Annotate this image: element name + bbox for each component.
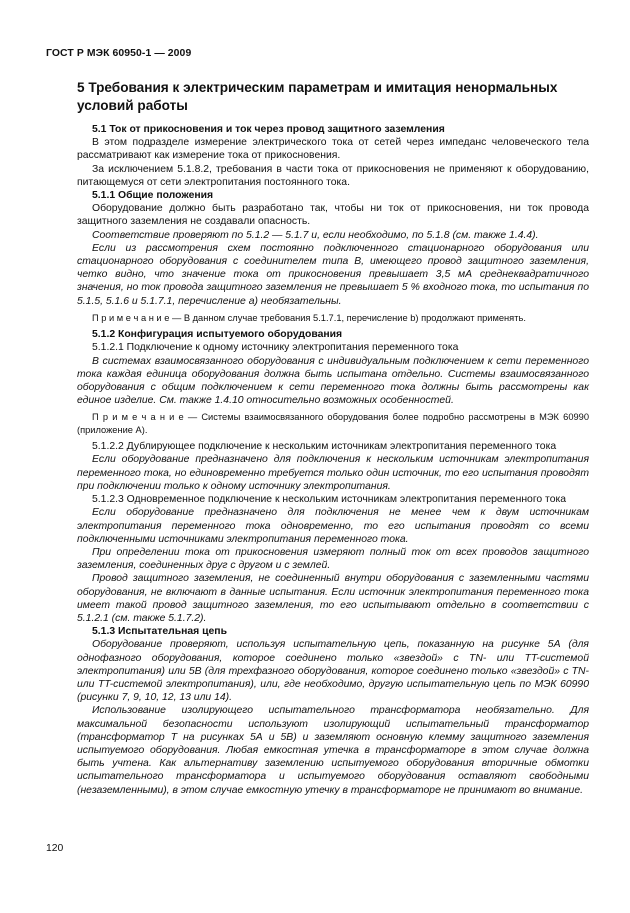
document-header: ГОСТ Р МЭК 60950-1 — 2009 — [46, 48, 192, 59]
note-label: П р и м е ч а н и е — — [92, 312, 182, 323]
heading-5-1: 5.1 Ток от прикосновения и ток через провод защитного заземления — [92, 124, 445, 135]
paragraph-compliance: Если оборудование предназначено для подключения к нескольким источникам электропитания переменного тока, но единовременно требуется только один источник, то его испытания проводят при подключении только к одному источнику электропитания. — [77, 454, 589, 492]
document-body — [77, 123, 589, 797]
subheading-5-1-2-3: 5.1.2.3 Одновременное подключение к нескольким источникам электропитания переменного тока — [92, 494, 567, 506]
heading-5-1-3: 5.1.3 Испытательная цепь — [92, 626, 227, 638]
paragraph-compliance: Оборудование проверяют, используя испытательную цепь, показанную на рисунке 5А (для однофазного оборудования, которое соединено только «звездой» с TN- или TT-системой электропитания) или 5В (для трехфазного оборудования, которое соединено только «звездой» с TN- или TT-системой электропитания), или, где необходимо, другую испытательную цепь по МЭК 60990 (рисунки 7, 9, 10, 12, 13 или 14). — [77, 639, 589, 704]
section-title: 5 Требования к электрическим параметрам и имитация ненормальных условий работы — [77, 80, 558, 113]
heading-5-1-1: 5.1.1 Общие положения — [92, 190, 214, 202]
paragraph-compliance: При определении тока от прикосновения измеряют полный ток от всех проводов защитного заземления, соединенных друг с другом и с землей. — [77, 546, 589, 572]
paragraph-compliance: Соответствие проверяют по 5.1.2 — 5.1.7 и, если необходимо, по 5.1.8 (см. также 1.4.4). — [92, 229, 539, 241]
heading-5-1-2: 5.1.2 Конфигурация испытуемого оборудования — [92, 329, 343, 341]
paragraph-compliance: Если из рассмотрения схем постоянно подключенного стационарного оборудования или стационарного оборудования с соединителем типа В, имеющего провод защитного заземления, четко видно, что значение тока от прикосновения превышает 3,5 мА среднеквадратичного значения, но ток провода защитного заземления не превышает 5 % входного тока, то испытания по 5.1.5, 5.1.6 и 5.1.7.1, перечисление а) необязательны. — [77, 242, 589, 307]
note-text: В данном случае требования 5.1.7.1, перечисление b) продолжают применять. — [181, 312, 526, 323]
paragraph-compliance: В системах взаимосвязанного оборудования с индивидуальным подключением к сети переменного тока каждая единица оборудования должна быть испытана отдельно. Системы взаимосвязанного оборудования с общим подключением к сети переменного тока должны быть рассмотрены как единое изделие. См. также 1.4.10 относительно возможных особенностей. — [77, 355, 589, 407]
note-text: Системы взаимосвязанного оборудования более подробно рассмотрены в МЭК 60990 (приложение А). — [77, 412, 590, 435]
note — [77, 411, 589, 436]
note-label: П р и м е ч а н и е — — [92, 412, 198, 423]
page-number: 120 — [46, 843, 64, 854]
paragraph-compliance: Использование изолирующего испытательного трансформатора необязательно. Для максимальной безопасности используют изолирующий испытательный трансформатор (трансформатор Т на рисунках 5А и 5В) и заземляют основную клемму защитного заземления испытуемого оборудования. Любая емкостная утечка в трансформаторе в этом случае должна быть учтена. Как альтернативу заземлению испытуемого оборудования вторичные обмотки испытательного трансформатора и испытуемого оборудования оставляют свободными (незаземленными), в этом случае емкостную утечку в трансформаторе не принимают во внимание. — [77, 705, 589, 796]
note — [77, 312, 589, 324]
paragraph: Оборудование должно быть разработано так, чтобы ни ток от прикосновения, ни ток провода защитного заземления не создавали опасность. — [77, 203, 589, 228]
subheading-5-1-2-1: 5.1.2.1 Подключение к одному источнику электропитания переменного тока — [92, 342, 459, 354]
subheading-5-1-2-2: 5.1.2.2 Дублирующее подключение к нескольким источникам электропитания переменного тока — [92, 441, 557, 453]
paragraph-compliance: Если оборудование предназначено для подключения не менее чем к двум источникам электропитания переменного тока одновременно, то его испытания проводят со всеми подключенными источниками электропитания переменного тока. — [77, 507, 589, 545]
paragraph-compliance: Провод защитного заземления, не соединенный внутри оборудования с заземленными частями оборудования, не включают в данные испытания. Если источник электропитания переменного тока имеет такой провод защитного заземления, то его испытывают отдельно в соответствии с 5.1.2.1 (см. также 5.1.7.2). — [77, 573, 589, 624]
paragraph: В этом подразделе измерение электрического тока от сетей через импеданс человеческого тела рассматривают как измерение тока от прикосновения. — [77, 137, 589, 162]
paragraph: За исключением 5.1.8.2, требования в части тока от прикосновения не применяют к оборудованию, питающемуся от сети электропитания постоянного тока. — [77, 163, 589, 188]
